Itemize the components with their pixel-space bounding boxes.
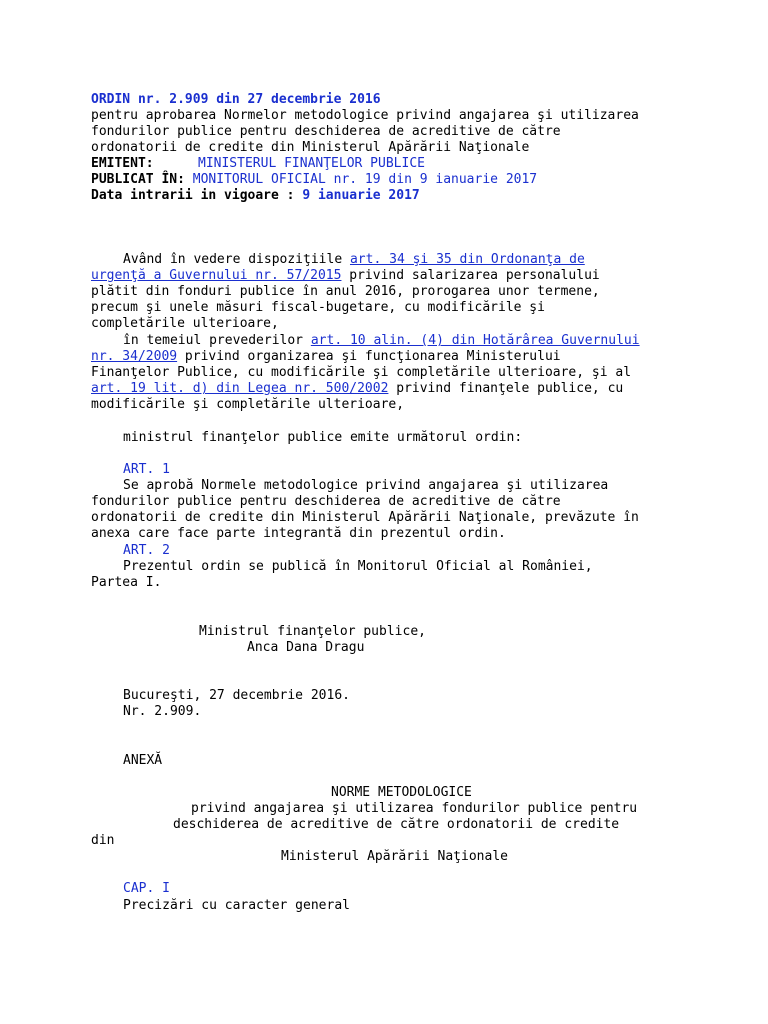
annex-label: ANEXĂ [123, 753, 163, 768]
preamble-p1-line-2 [91, 268, 600, 284]
issuer-value: MINISTERUL FINANŢELOR PUBLICE [198, 156, 425, 171]
preamble-p1-line-5: completările ulterioare, [91, 316, 279, 331]
published-value: MONITORUL OFICIAL nr. 19 din 9 ianuarie 2017 [192, 172, 538, 187]
link-oug-57-2015[interactable]: art. 34 şi 35 din Ordonanţa de [349, 252, 585, 267]
chapter-1-label[interactable]: CAP. I [123, 881, 170, 896]
article-1-label[interactable]: ART. 1 [123, 462, 170, 477]
issuer-row [91, 156, 425, 172]
preamble-p2-line-1 [123, 333, 640, 349]
signature-name: Anca Dana Dragu [247, 640, 365, 655]
link-hg-34-2009[interactable]: art. 10 alin. (4) din Hotărârea Guvernului [310, 333, 640, 348]
link-hg-34-2009-cont[interactable]: nr. 34/2009 [91, 349, 178, 364]
article-1-line-4: anexa care face parte integrantă din prezentul ordin. [91, 526, 506, 541]
article-1-line-1: Se aprobă Normele metodologice privind angajarea şi utilizarea [123, 478, 609, 493]
annex-subtitle-2: deschiderea de acreditive de către ordonatorii de credite [173, 817, 620, 832]
preamble-p2-line-5: modificările şi completările ulterioare, [91, 397, 405, 412]
preamble-p2-prefix: în temeiul prevederilor [123, 333, 311, 348]
link-legea-500-2002[interactable]: art. 19 lit. d) din Legea nr. 500/2002 [91, 381, 389, 396]
annex-title: NORME METODOLOGICE [331, 785, 472, 800]
signature-role: Ministrul finanţelor publice, [199, 624, 426, 639]
preamble-p2-line-3: Finanţelor Publice, cu modificările şi completările ulterioare, şi al [91, 365, 632, 380]
preamble-p2-line-2 [91, 349, 561, 365]
order-title: ORDIN nr. 2.909 din 27 decembrie 2016 [91, 92, 381, 107]
published-row [91, 172, 537, 188]
subject-line-1: pentru aprobarea Normelor metodologice privind angajarea şi utilizarea [91, 108, 639, 123]
preamble-p1-line-3: plătit din fonduri publice în anul 2016, prorogarea unor termene, [91, 284, 600, 299]
order-number: Nr. 2.909. [123, 704, 202, 719]
annex-subtitle-4: Ministerul Apărării Naţionale [281, 849, 508, 864]
subject-line-3: ordonatorii de credite din Ministerul Apărării Naţionale [91, 140, 530, 155]
place-date: Bucureşti, 27 decembrie 2016. [123, 688, 350, 703]
preamble-p1-line-4: precum şi unele măsuri fiscal-bugetare, cu modificările şi [91, 300, 545, 315]
preamble-p2-line-4 [91, 381, 623, 397]
article-2-label[interactable]: ART. 2 [123, 543, 170, 558]
effective-value: 9 ianuarie 2017 [302, 188, 420, 203]
preamble-p1-rest: privind salarizarea personalului [341, 268, 600, 283]
annex-subtitle-1: privind angajarea şi utilizarea fondurilor publice pentru [191, 801, 638, 816]
preamble-p2-rest-1: privind organizarea şi funcţionarea Ministerului [177, 349, 561, 364]
effective-row [91, 188, 420, 204]
article-2-line-2: Partea I. [91, 575, 162, 590]
published-label: PUBLICAT ÎN: [91, 172, 185, 187]
preamble-p1-line-1 [123, 252, 585, 268]
preamble-p2-rest-2: privind finanţele publice, cu [388, 381, 624, 396]
issuer-label: EMITENT: [91, 156, 154, 171]
preamble-p1-prefix: Având în vedere dispoziţiile [123, 252, 350, 267]
chapter-1-title: Precizări cu caracter general [123, 898, 350, 913]
effective-label: Data intrarii in vigoare : [91, 188, 295, 203]
annex-subtitle-3: din [91, 833, 115, 848]
article-1-line-3: ordonatorii de credite din Ministerul Apărării Naţionale, prevăzute în [91, 510, 639, 525]
article-1-line-2: fondurilor publice pentru deschiderea de acreditive de către [91, 494, 561, 509]
preamble-p3: ministrul finanţelor publice emite următorul ordin: [123, 430, 523, 445]
subject-line-2: fondurilor publice pentru deschiderea de acreditive de către [91, 124, 561, 139]
article-2-line-1: Prezentul ordin se publică în Monitorul Oficial al României, [123, 559, 593, 574]
link-oug-57-2015-cont[interactable]: urgenţă a Guvernului nr. 57/2015 [91, 268, 342, 283]
